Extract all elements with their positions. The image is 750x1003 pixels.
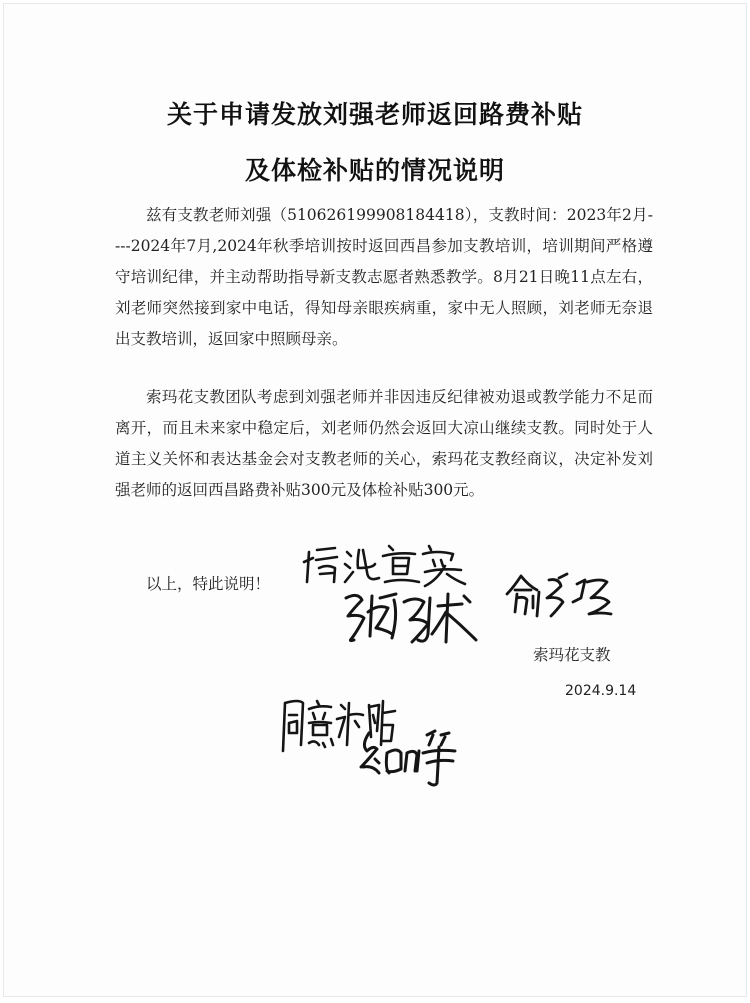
body-paragraph-1: 兹有支教老师刘强（510626199908184418），支教时间：2023年2月----2024年7月,2024年秋季培训按时返回西昌参加支教培训，培训期间严格遵守培训纪律，并主动帮助指导新支教志愿者熟悉教学。8月21日晚11点左右，刘老师突然接到家中电话，得知母亲眼疾病重，家中无人照顾，刘老师无奈退出支教培训，返回家中照顾母亲。 [115, 206, 653, 348]
handwritten-signature-2 [503, 568, 613, 620]
document-page [3, 3, 747, 997]
document-title-line-2: 及体检补贴的情况说明 [244, 156, 505, 185]
body-paragraph-2: 索玛花支教团队考虑到刘强老师并非因违反纪律被劝退或教学能力不足而离开，而且未来家中稳定后，刘老师仍然会返回大凉山继续支教。同时处于人道主义关怀和表达基金会对支教老师的关心，索玛花支教经商议，决定补发刘强老师的返回西昌路费补贴300元及体检补贴300元。 [115, 388, 653, 499]
document-date: 2024.9.14 [565, 683, 637, 699]
handwritten-signature-1 [338, 586, 483, 648]
handwritten-note-verified [301, 538, 471, 588]
document-title-line-1: 关于申请发放刘强老师返回路费补贴 [166, 100, 583, 129]
closing-statement: 以上，特此说明！ [146, 575, 271, 593]
organization-name: 索玛花支教 [533, 646, 611, 664]
handwritten-signature-3 [357, 725, 459, 787]
